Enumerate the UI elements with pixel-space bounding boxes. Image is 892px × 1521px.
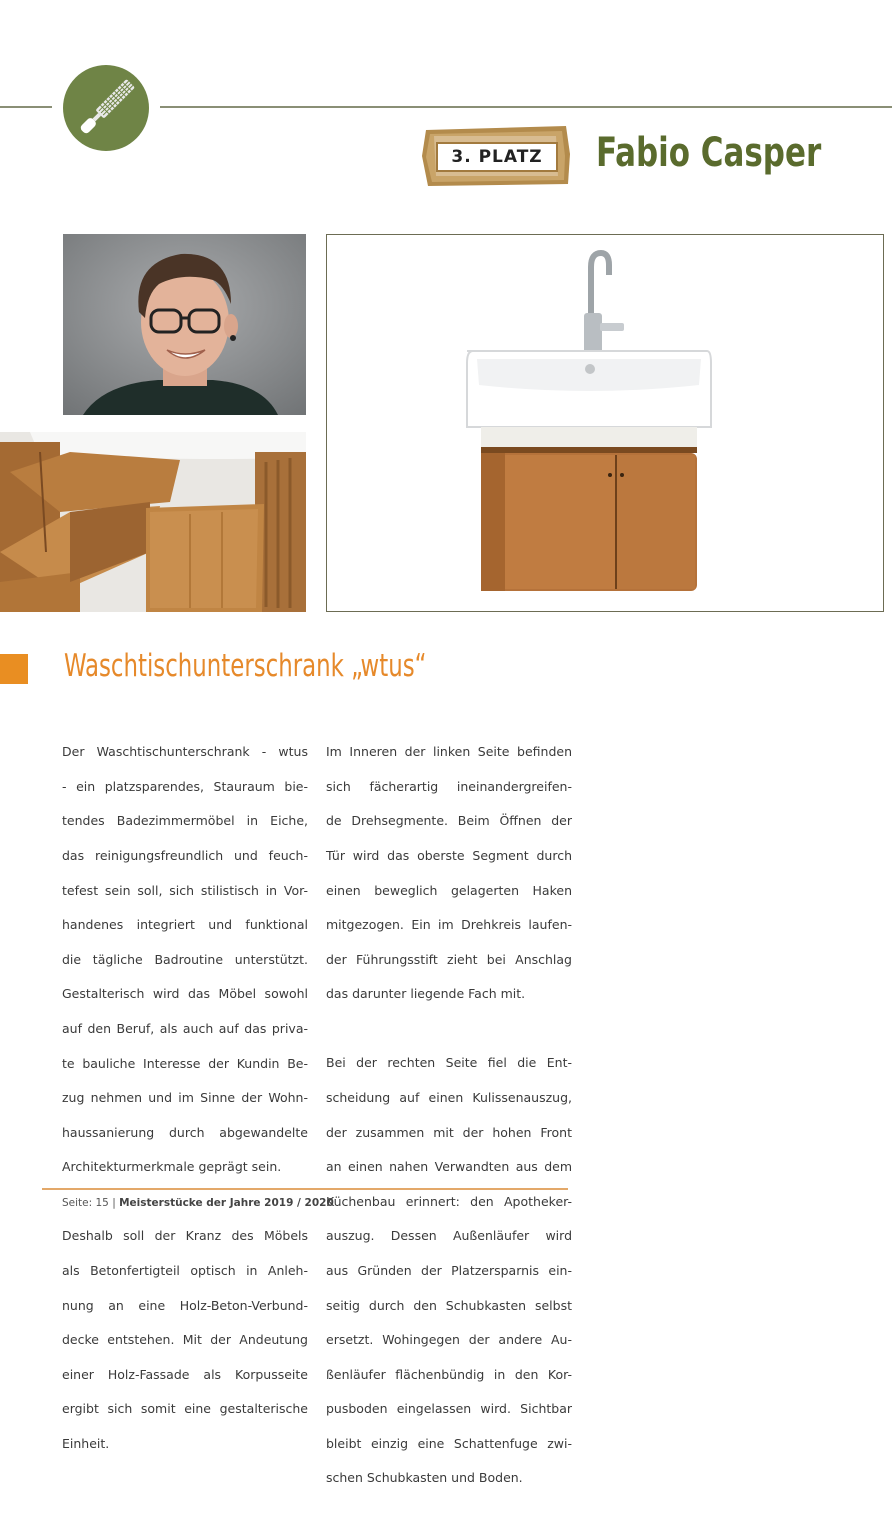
- text-line: nung an eine Holz-Beton-Verbund-: [62, 1297, 308, 1313]
- text-line: handenes integriert und funktional: [62, 917, 308, 933]
- text-line: Einheit.: [62, 1435, 110, 1451]
- cabinet-interior-photo: [0, 432, 306, 612]
- page-number: Seite: 15: [62, 1197, 109, 1209]
- publication-title: Meisterstücke der Jahre 2019 / 2020: [119, 1197, 334, 1209]
- text-line: de Drehsegmente. Beim Öffnen der: [326, 813, 572, 829]
- text-column-left: [62, 726, 308, 1486]
- text-line: ersetzt. Wohingegen der andere Au-: [326, 1332, 572, 1348]
- paragraph: [62, 726, 308, 1193]
- rasp-file-icon: [63, 65, 149, 151]
- washbasin-cabinet-photo: [327, 235, 882, 610]
- portrait-photo: [63, 234, 306, 415]
- heading-marker: [0, 654, 28, 684]
- text-line: auszug. Dessen Außenläufer wird: [326, 1228, 572, 1244]
- text-line: decke entstehen. Mit der Andeutung: [62, 1332, 308, 1348]
- text-line: der zusammen mit der hohen Front: [326, 1124, 572, 1140]
- text-line: bleibt einzig eine Schattenfuge zwi-: [326, 1435, 572, 1451]
- text-line: Tür wird das oberste Segment durch: [326, 848, 572, 864]
- text-line: die tägliche Badroutine unterstützt.: [62, 951, 308, 967]
- text-line: Gestalterisch wird das Möbel sowohl: [62, 986, 308, 1002]
- text-line: - ein platzsparendes, Stauraum bie-: [62, 778, 308, 794]
- text-line: der Führungsstift zieht bei Anschlag: [326, 951, 572, 967]
- footer-rule: [42, 1188, 568, 1190]
- text-line: aus Gründen der Platzersparnis ein-: [326, 1262, 572, 1278]
- text-line: seitig durch den Schubkasten selbst: [326, 1297, 572, 1313]
- text-line: tendes Badezimmermöbel in Eiche,: [62, 813, 308, 829]
- rank-label: 3. PLATZ: [436, 142, 558, 172]
- text-line: pusboden eingelassen wird. Sichtbar: [326, 1401, 572, 1417]
- text-line: Der Waschtischunterschrank - wtus: [62, 744, 308, 760]
- text-line: an einen nahen Verwandten aus dem: [326, 1159, 572, 1175]
- paragraph: [326, 1037, 572, 1504]
- page-footer: [62, 1197, 334, 1209]
- text-line: einen beweglich gelagerten Haken: [326, 882, 572, 898]
- text-line: scheidung auf einen Kulissenauszug,: [326, 1089, 572, 1105]
- text-column-right: [326, 726, 572, 1521]
- article-heading: Waschtischunterschrank „wtus“: [64, 648, 427, 684]
- main-photo-frame: [326, 234, 884, 612]
- paragraph: [62, 1210, 308, 1469]
- text-line: sich fächerartig ineinandergreifen-: [326, 778, 572, 794]
- text-line: Küchenbau erinnert: den Apotheker-: [326, 1193, 572, 1209]
- text-line: auf den Beruf, als auch auf das priva-: [62, 1021, 308, 1037]
- text-line: als Betonfertigteil optisch in Anleh-: [62, 1262, 308, 1278]
- text-line: Im Inneren der linken Seite befinden: [326, 744, 572, 760]
- paragraph: [326, 726, 572, 1020]
- text-line: schen Schubkasten und Boden.: [326, 1470, 523, 1486]
- text-line: das darunter liegende Fach mit.: [326, 986, 526, 1002]
- header-rule-left: [0, 106, 52, 108]
- text-line: einer Holz-Fassade als Korpusseite: [62, 1366, 308, 1382]
- text-line: das reinigungsfreundlich und feuch-: [62, 848, 308, 864]
- text-line: mitgezogen. Ein im Drehkreis laufen-: [326, 917, 572, 933]
- text-line: Bei der rechten Seite fiel die Ent-: [326, 1055, 572, 1071]
- text-line: zug nehmen und im Sinne der Wohn-: [62, 1090, 308, 1106]
- text-line: ergibt sich somit eine gestalterische: [62, 1401, 308, 1417]
- text-line: ßenläufer flächenbündig in den Kor-: [326, 1366, 572, 1382]
- header-rule-right: [160, 106, 892, 108]
- winner-name: Fabio Casper: [596, 130, 822, 176]
- rasp-file-logo: [63, 65, 149, 151]
- text-line: Deshalb soll der Kranz des Möbels: [62, 1228, 308, 1244]
- text-line: te bauliche Interesse der Kundin Be-: [62, 1055, 308, 1071]
- text-line: Architekturmerkmale geprägt sein.: [62, 1159, 282, 1175]
- footer-separator: |: [112, 1197, 116, 1209]
- text-line: haussanierung durch abgewandelte: [62, 1124, 308, 1140]
- text-line: tefest sein soll, sich stilistisch in Vor-: [62, 882, 308, 898]
